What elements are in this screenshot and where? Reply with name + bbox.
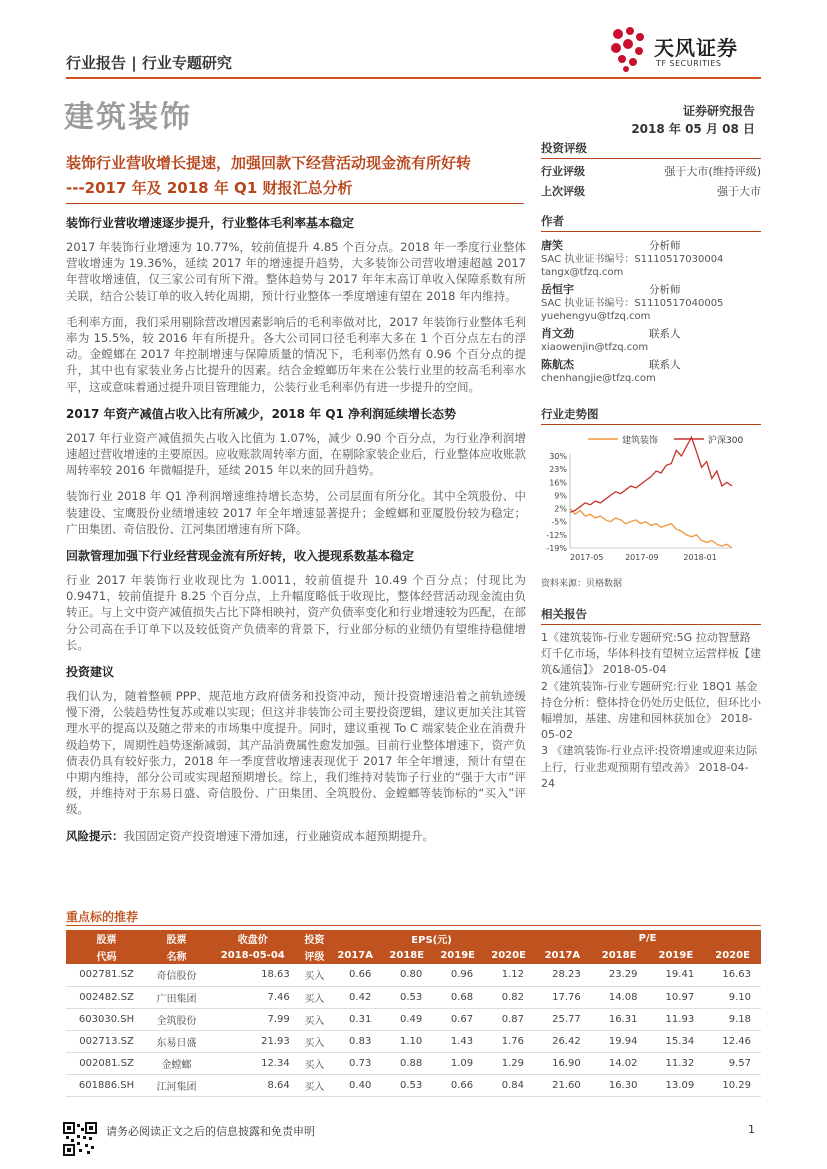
table-cell: 11.93 <box>647 1008 704 1030</box>
main-body <box>66 214 526 844</box>
trend-heading: 行业走势图 <box>541 406 761 425</box>
picks-table <box>66 930 761 1097</box>
table-cell: 603030.SH <box>66 1008 147 1030</box>
related-report[interactable]: 3 《建筑装饰-行业点评:投资增速或迎来边际上行，行业悲观预期有望改善》 2018-04-24 <box>541 744 758 790</box>
author-entry <box>541 283 761 323</box>
table-cell: 金螳螂 <box>147 1052 206 1074</box>
paragraph: 我们认为，随着整顿 PPP、规范地方政府债务和投资冲动，预计投资增速沿着之前轨迹缓慢下滑，公装趋势性复苏或难以实现；但这并非装饰公司主要投资逻辑，建议更加关注其管理水平的提高以及随之带来的市场集中度提升。同时，建议重视 To C 端家装企业在消费升级趋势下，周期性趋势逐渐减弱，其产品消费属性愈发加强。目前行业整体增速下，资产负债表仍具有较好张力，2018 年一季度营收增速表现优于 2017 年全年增速，预计有望在中期内维持，部分公司或实现超预期增长。综上，我们维持对装饰子行业的“强于大市”评级，并维持对于东易日盛、奇信股份、广田集团、全筑股份、金螳螂等装饰标的“买入”评级。 <box>66 689 526 817</box>
table-cell: 1.10 <box>381 1030 432 1052</box>
table-cell: 0.42 <box>329 986 381 1008</box>
chart-lines <box>570 437 732 548</box>
author-entry <box>541 239 761 279</box>
y-tick-label: 30% <box>549 452 567 461</box>
col-header: 股票 <box>66 930 147 947</box>
table-cell: 002781.SZ <box>66 964 147 986</box>
table-cell: 601886.SH <box>66 1074 147 1096</box>
table-cell: 26.42 <box>534 1030 591 1052</box>
col-header: 2017A <box>534 947 591 964</box>
author-role: 联系人 <box>649 328 681 340</box>
table-cell: 奇信股份 <box>147 964 206 986</box>
table-cell: 0.53 <box>381 986 432 1008</box>
author-role: 分析师 <box>649 240 681 252</box>
table-cell: 0.96 <box>432 964 483 986</box>
authors-block <box>541 213 761 385</box>
author-name: 唐笑 <box>541 239 563 252</box>
table-cell: 0.87 <box>483 1008 534 1030</box>
table-row <box>66 964 761 986</box>
table-cell: 0.49 <box>381 1008 432 1030</box>
table-divider <box>66 925 761 926</box>
author-entry <box>541 327 761 354</box>
table-cell: 买入 <box>300 1030 329 1052</box>
related-heading: 相关报告 <box>541 606 761 625</box>
col-header: 投资 <box>300 930 329 947</box>
table-cell: 8.64 <box>206 1074 300 1096</box>
section-heading: 投资建议 <box>66 665 115 680</box>
table-cell: 13.09 <box>647 1074 704 1096</box>
report-category: 行业报告 | 行业专题研究 <box>66 54 232 72</box>
series-line <box>570 509 732 548</box>
table-cell: 江河集团 <box>147 1074 206 1096</box>
legend-label: 建筑装饰 <box>622 436 659 446</box>
table-header-row <box>66 947 761 964</box>
trend-chart <box>536 426 762 570</box>
table-cell: 买入 <box>300 986 329 1008</box>
paragraph: 2017 年装饰行业增速为 10.77%，较前值提升 4.85 个百分点。2018 年一季度行业整体营收增速为 19.36%，延续 2017 年的增速提升趋势，大多装饰公司营收增速超越 2017 年营收增速值，仅三家公司有所下滑。整体趋势与 2017 年年末高订单收入保障系数有所关联，结合公装订单的收入转化周期，预计行业整体一季度增速有望在 2018 年内维持。 <box>66 240 526 303</box>
table-cell: 广田集团 <box>147 986 206 1008</box>
report-type: 证券研究报告 <box>682 104 755 118</box>
table-cell: 0.84 <box>483 1074 534 1096</box>
report-date: 2018 年 05 月 08 日 <box>631 122 755 136</box>
col-header: 名称 <box>147 947 206 964</box>
table-cell: 16.31 <box>591 1008 648 1030</box>
author-name: 岳恒宇 <box>541 283 574 296</box>
author-email[interactable]: tangx@tfzq.com <box>541 267 624 278</box>
paragraph: 毛利率方面，我们采用剔除营改增因素影响后的毛利率做对比，2017 年装饰行业整体毛利率为 15.5%，较 2016 年有所提升。各大公司同口径毛利率大多在 1 个百分点左右的浮动。金螳螂在 2017 年控制增速与保障质量的情况下，毛利率仍然有 0.96 个百分点的提升，其中也有家装业务占比提升的因素。结合金螳螂历年来在公装行业里的较高毛利率水平，这或意味着通过提升项目管理能力，公装行业毛利率仍有进一步提升的空间。 <box>66 314 526 394</box>
table-cell: 15.34 <box>647 1030 704 1052</box>
table-cell: 9.18 <box>704 1008 761 1030</box>
section-heading: 装饰行业营收增速逐步提升，行业整体毛利率基本稳定 <box>66 216 355 230</box>
table-cell: 18.63 <box>206 964 300 986</box>
table-cell: 全筑股份 <box>147 1008 206 1030</box>
pe-group-header: P/E <box>534 930 761 947</box>
table-cell: 1.29 <box>483 1052 534 1074</box>
table-title: 重点标的推荐 <box>66 910 139 924</box>
table-cell: 14.08 <box>591 986 648 1008</box>
author-email[interactable]: xiaowenjin@tfzq.com <box>541 342 649 353</box>
rating-key: 上次评级 <box>541 185 585 198</box>
col-header: 2018E <box>381 947 432 964</box>
legend-label: 沪深300 <box>708 436 744 446</box>
table-cell: 1.43 <box>432 1030 483 1052</box>
series-line <box>570 437 732 512</box>
table-cell: 10.97 <box>647 986 704 1008</box>
authors-heading: 作者 <box>541 213 761 232</box>
y-tick-label: 2% <box>554 504 567 514</box>
table-cell: 买入 <box>300 1052 329 1074</box>
author-email[interactable]: chenhangjie@tfzq.com <box>541 373 656 384</box>
table-cell: 21.60 <box>534 1074 591 1096</box>
table-header-row <box>66 930 761 947</box>
table-cell: 14.02 <box>591 1052 648 1074</box>
paragraph: 装饰行业 2018 年 Q1 净利润增速维持增长态势，公司层面有所分化。其中全筑股份、中装建设、宝鹰股份业绩增速较 2017 年全年增速显著提升；金螳螂和亚厦股份较为稳定；广田集团、奇信股份、江河集团增速有所下降。 <box>66 489 526 536</box>
y-tick-label: -5% <box>551 517 567 527</box>
table-cell: 9.57 <box>704 1052 761 1074</box>
paragraph: 2017 年行业资产减值损失占收入比值为 1.07%，减少 0.90 个百分点，为行业净利润增速超过营收增速的主要原因。应收账款周转率方面，在剔除家装企业后，行业整体应收账款周转率较 2016 年微幅提升，延续 2015 年以来的回升趋势。 <box>66 430 526 478</box>
section-heading: 2017 年资产减值占收入比有所减少，2018 年 Q1 净利润延续增长态势 <box>66 406 457 421</box>
table-cell: 12.34 <box>206 1052 300 1074</box>
chart-legend <box>588 434 743 446</box>
trend-block <box>541 406 761 425</box>
risk-warning <box>66 828 526 844</box>
author-cert: SAC 执业证书编号：S1110517030004 <box>541 254 724 265</box>
author-entry <box>541 358 761 385</box>
chart-source: 资料来源：贝格数据 <box>541 579 623 589</box>
y-tick-label: -12% <box>546 530 567 540</box>
table-cell: 0.88 <box>381 1052 432 1074</box>
table-cell: 28.23 <box>534 964 591 986</box>
table-cell: 东易日盛 <box>147 1030 206 1052</box>
rating-row <box>541 184 761 200</box>
y-tick-label: -19% <box>546 544 567 553</box>
col-header: 评级 <box>300 947 329 964</box>
related-block <box>541 606 761 792</box>
table-cell: 0.80 <box>381 964 432 986</box>
table-cell: 0.53 <box>381 1074 432 1096</box>
rating-heading: 投资评级 <box>541 140 761 159</box>
table-cell: 12.46 <box>704 1030 761 1052</box>
author-role: 联系人 <box>649 359 681 371</box>
related-report[interactable]: 2《建筑装饰-行业专题研究:行业 18Q1 基金持仓分析：整体持仓仍处历史低位，但环比小幅增加，基建、房建和园林获加仓》 2018-05-02 <box>541 679 761 742</box>
related-report[interactable]: 1《建筑装饰-行业专题研究:5G 拉动智慧路灯千亿市场，华体科技有望树立运营样板【建筑&通信】》 2018-05-04 <box>541 631 761 677</box>
table-cell: 0.82 <box>483 986 534 1008</box>
author-name: 肖文劲 <box>541 327 574 340</box>
table-cell: 19.41 <box>647 964 704 986</box>
logo-english-name: TF SECURITIES <box>656 59 722 68</box>
table-row <box>66 1008 761 1030</box>
author-cert: SAC 执业证书编号：S1110517040005 <box>541 298 724 309</box>
table-cell: 0.67 <box>432 1008 483 1030</box>
qr-code-icon <box>63 1122 97 1156</box>
report-subtitle: ---2017 年及 2018 年 Q1 财报汇总分析 <box>66 179 353 197</box>
author-role: 分析师 <box>649 284 681 296</box>
y-tick-label: 16% <box>549 478 567 488</box>
risk-label: 风险提示： <box>66 828 124 843</box>
table-cell: 16.90 <box>534 1052 591 1074</box>
col-header: 股票 <box>147 930 206 947</box>
title-divider <box>66 203 524 204</box>
table-cell: 23.29 <box>591 964 648 986</box>
author-name: 陈航杰 <box>541 358 574 371</box>
col-header: 2018E <box>591 947 648 964</box>
table-cell: 买入 <box>300 1074 329 1096</box>
page-number: 1 <box>748 1123 755 1136</box>
risk-text: 我国固定资产投资增速下滑加速，行业融资成本超预期提升。 <box>123 828 434 843</box>
table-cell: 16.63 <box>704 964 761 986</box>
table-row <box>66 1074 761 1096</box>
col-header: 2020E <box>704 947 761 964</box>
table-row <box>66 1030 761 1052</box>
table-cell: 0.83 <box>329 1030 381 1052</box>
table-cell: 1.12 <box>483 964 534 986</box>
x-tick-label: 2017-09 <box>625 553 659 562</box>
eps-group-header: EPS(元) <box>329 930 534 947</box>
col-header: 收盘价 <box>206 930 300 947</box>
table-cell: 0.73 <box>329 1052 381 1074</box>
x-tick-label: 2018-01 <box>683 553 717 562</box>
y-tick-label: 23% <box>549 465 567 475</box>
logo-mark-icon <box>608 26 648 72</box>
table-cell: 9.10 <box>704 986 761 1008</box>
table-cell: 002713.SZ <box>66 1030 147 1052</box>
table-cell: 0.66 <box>329 964 381 986</box>
table-cell: 21.93 <box>206 1030 300 1052</box>
table-cell: 1.76 <box>483 1030 534 1052</box>
rating-key: 行业评级 <box>541 165 585 178</box>
table-cell: 0.40 <box>329 1074 381 1096</box>
rating-value: 强于大市 <box>717 185 761 198</box>
sector-title: 建筑装饰 <box>64 100 192 135</box>
table-cell: 25.77 <box>534 1008 591 1030</box>
rating-value: 强于大市(维持评级) <box>664 165 761 178</box>
report-title: 装饰行业营收增长提速，加强回款下经营活动现金流有所好转 <box>66 154 472 172</box>
chart-axes <box>546 452 732 562</box>
table-cell: 0.68 <box>432 986 483 1008</box>
table-cell: 17.76 <box>534 986 591 1008</box>
paragraph: 行业 2017 年装饰行业收现比为 1.0011，较前值提升 10.49 个百分点；付现比为 0.9471，较前值提升 8.25 个百分点，上升幅度略低于收现比，整体经营活动现金流由负转正。与上文中资产减值损失占比下降相映衬，资产负债率变化和行业增速较为匹配，在部分公司高在手订单下以及较低资产负债率的背景下，行业部分标的业绩仍有望维持稳健增长。 <box>66 573 526 652</box>
col-header: 代码 <box>66 947 147 964</box>
table-cell: 1.09 <box>432 1052 483 1074</box>
y-tick-label: 9% <box>554 491 567 501</box>
company-logo <box>608 26 768 74</box>
table-cell: 7.99 <box>206 1008 300 1030</box>
table-cell: 7.46 <box>206 986 300 1008</box>
table-cell: 002482.SZ <box>66 986 147 1008</box>
table-cell: 0.66 <box>432 1074 483 1096</box>
table-cell: 11.32 <box>647 1052 704 1074</box>
rating-row <box>541 164 761 180</box>
disclaimer-notice: 请务必阅读正文之后的信息披露和免责申明 <box>106 1125 315 1138</box>
logo-chinese-name: 天风证券 <box>654 36 738 60</box>
table-cell: 0.31 <box>329 1008 381 1030</box>
table-cell: 买入 <box>300 964 329 986</box>
col-header: 2019E <box>432 947 483 964</box>
section-heading: 回款管理加强下行业经营现金流有所好转，收入提现系数基本稳定 <box>66 549 415 564</box>
table-cell: 002081.SZ <box>66 1052 147 1074</box>
header-divider <box>66 77 761 79</box>
author-email[interactable]: yuehengyu@tfzq.com <box>541 311 651 322</box>
col-header: 2017A <box>329 947 381 964</box>
table-cell: 16.30 <box>591 1074 648 1096</box>
table-cell: 19.94 <box>591 1030 648 1052</box>
x-tick-label: 2017-05 <box>570 553 604 562</box>
table-cell: 10.29 <box>704 1074 761 1096</box>
table-row <box>66 1052 761 1074</box>
rating-block <box>541 140 761 200</box>
col-header: 2020E <box>483 947 534 964</box>
col-header: 2018-05-04 <box>206 947 300 964</box>
table-row <box>66 986 761 1008</box>
col-header: 2019E <box>647 947 704 964</box>
table-cell: 买入 <box>300 1008 329 1030</box>
